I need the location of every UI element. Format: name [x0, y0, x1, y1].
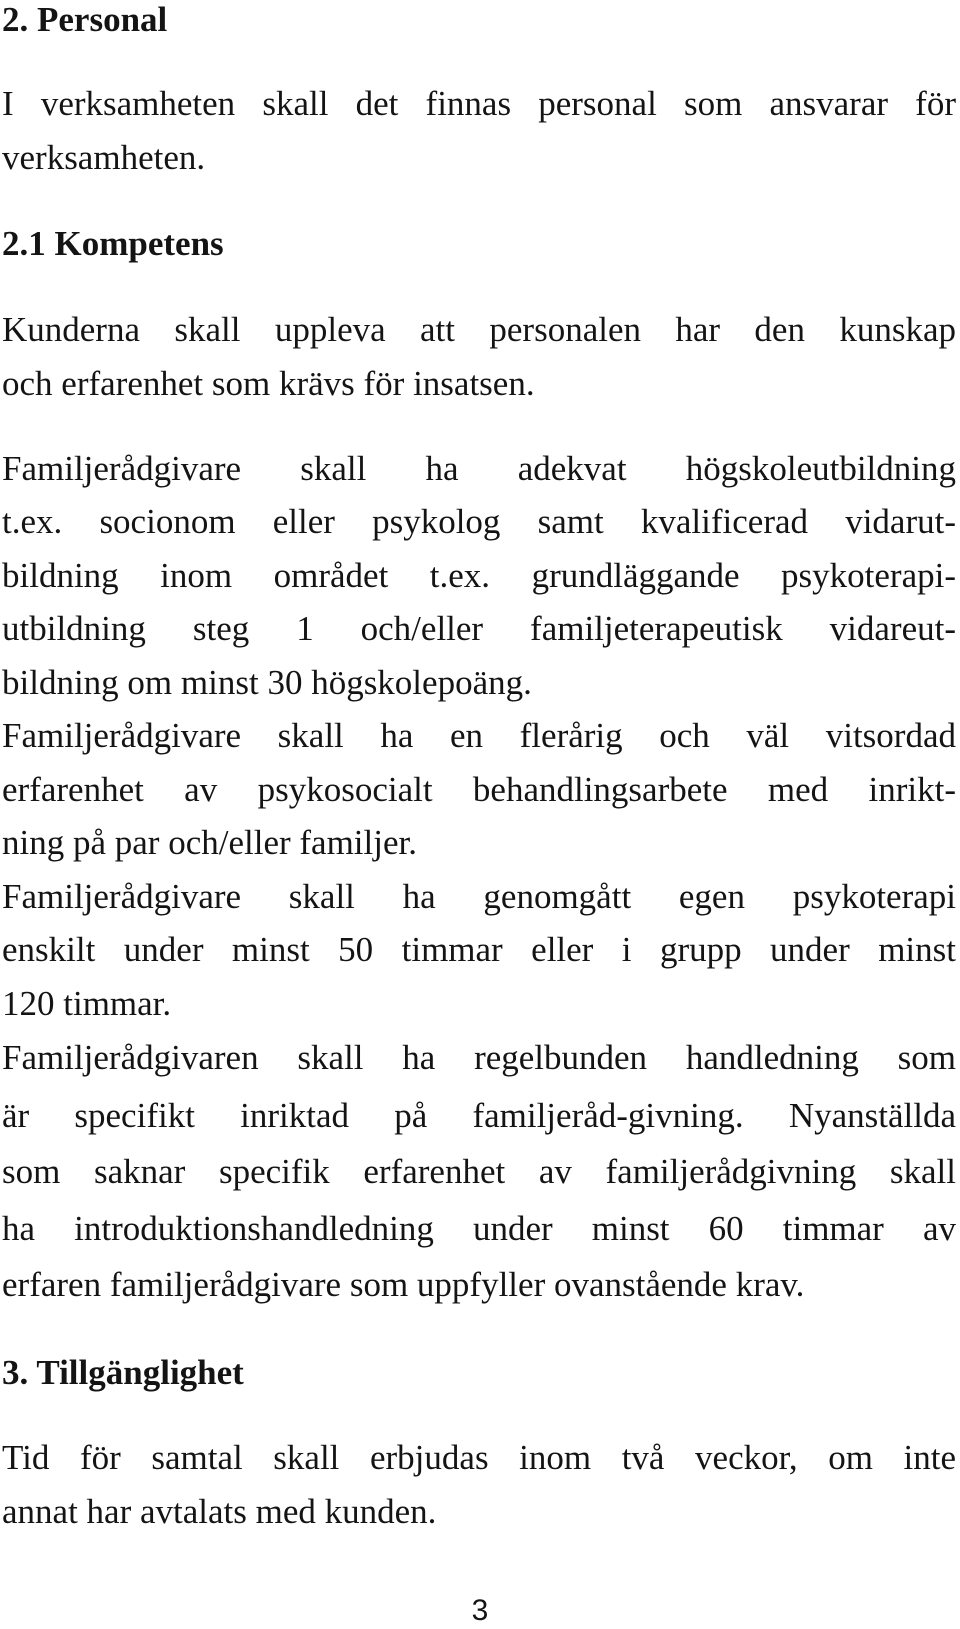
kompetens-text-line: bildning inom området t.ex. grundläggande psykoterapi-	[2, 556, 956, 595]
kompetens-text-line: ning på par och/eller familjer.	[2, 823, 417, 862]
kompetens-text-line: Kunderna skall uppleva att personalen har den kunskap	[2, 310, 956, 349]
personal-text-line: verksamheten.	[2, 138, 206, 177]
kompetens-text-line: Familjerådgivaren skall ha regelbunden handledning som	[2, 1038, 956, 1077]
section-heading-personal: 2. Personal	[2, 0, 168, 39]
kompetens-text-line: Familjerådgivare skall ha en flerårig och väl vitsordad	[2, 716, 956, 755]
kompetens-text-line: Familjerådgivare skall ha adekvat högskoleutbildning	[2, 449, 956, 488]
kompetens-text-line: erfaren familjerådgivare som uppfyller ovanstående krav.	[2, 1265, 805, 1304]
page-number: 3	[471, 1594, 489, 1627]
kompetens-text-line: är specifikt inriktad på familjeråd-givning. Nyanställda	[2, 1096, 956, 1135]
kompetens-text-line: och erfarenhet som krävs för insatsen.	[2, 364, 535, 403]
tillganglighet-text-line: Tid för samtal skall erbjudas inom två veckor, om inte	[2, 1438, 956, 1477]
kompetens-text-line: enskilt under minst 50 timmar eller i grupp under minst	[2, 930, 956, 969]
personal-text-line: I verksamheten skall det finnas personal som ansvarar för	[2, 84, 956, 123]
kompetens-text-line: som saknar specifik erfarenhet av familjerådgivning skall	[2, 1152, 956, 1191]
kompetens-text-line: Familjerådgivare skall ha genomgått egen psykoterapi	[2, 877, 956, 916]
kompetens-text-line: utbildning steg 1 och/eller familjeterapeutisk vidareut-	[2, 609, 956, 648]
kompetens-text-line: bildning om minst 30 högskolepoäng.	[2, 663, 532, 702]
kompetens-text-line: 120 timmar.	[2, 984, 172, 1023]
tillganglighet-text-line: annat har avtalats med kunden.	[2, 1492, 437, 1531]
section-heading-kompetens: 2.1 Kompetens	[2, 224, 224, 263]
kompetens-text-line: erfarenhet av psykosocialt behandlingsarbete med inrikt-	[2, 770, 956, 809]
kompetens-text-line: t.ex. socionom eller psykolog samt kvalificerad vidarut-	[2, 502, 956, 541]
section-heading-tillganglighet: 3. Tillgänglighet	[2, 1353, 244, 1392]
kompetens-text-line: ha introduktionshandledning under minst 60 timmar av	[2, 1209, 956, 1248]
